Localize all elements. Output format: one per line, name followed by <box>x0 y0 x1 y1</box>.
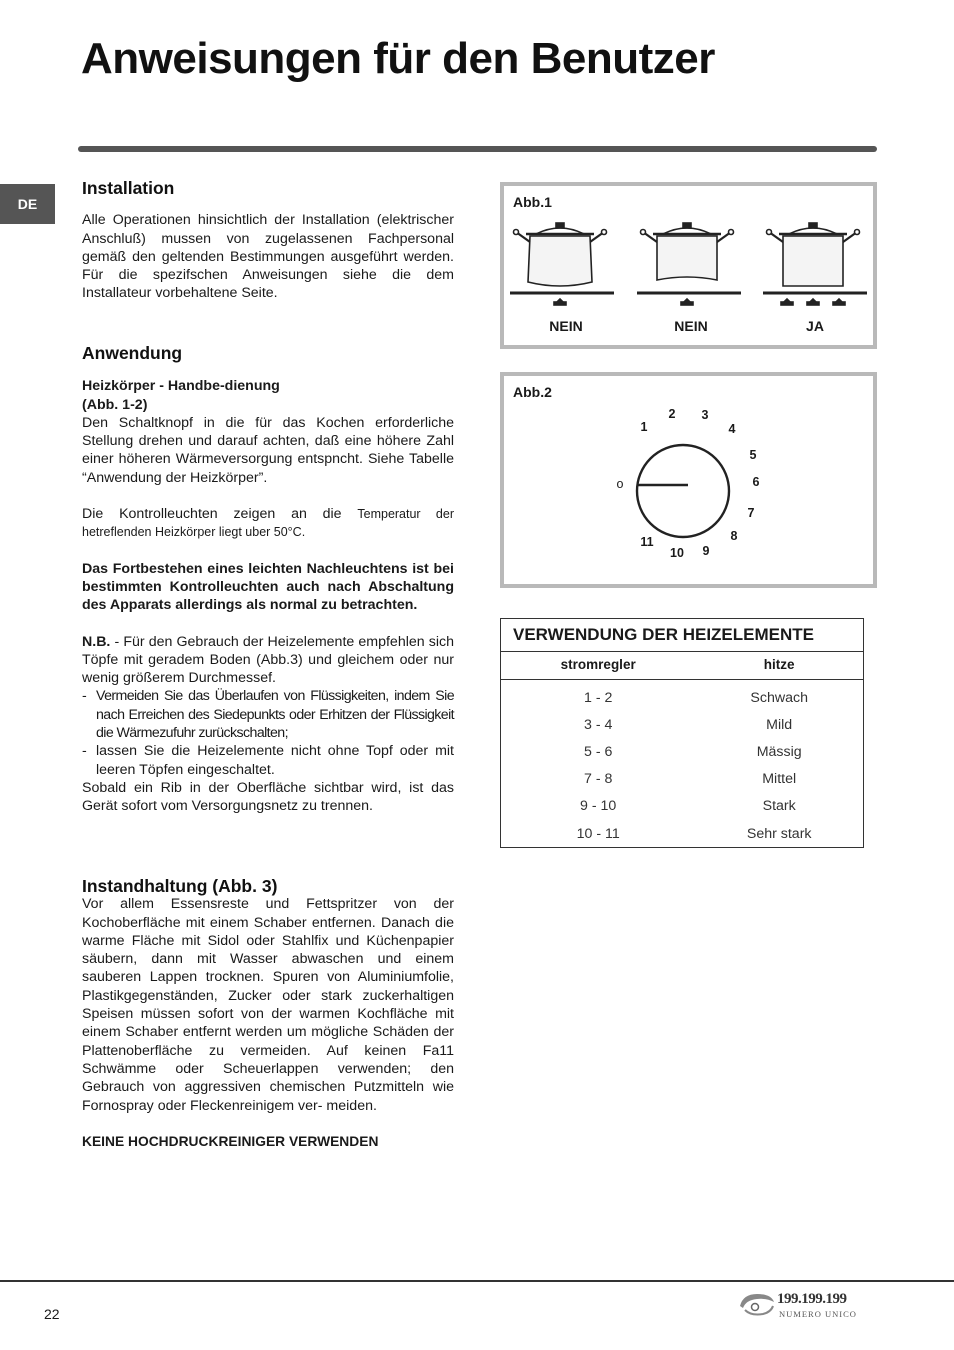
language-tab: DE <box>0 184 55 224</box>
dial-2: 2 <box>668 407 676 421</box>
table-cell: Stark <box>762 798 796 815</box>
page-title: Anweisungen für den Benutzer <box>81 34 715 83</box>
anwendung-heading: Anwendung <box>82 343 183 363</box>
installation-heading: Installation <box>82 178 175 198</box>
table-row <box>501 738 864 765</box>
table-cell: Sehr stark <box>746 825 812 842</box>
heating-table <box>500 618 864 848</box>
list-item: - Vermeiden Sie das Überlaufen von Flüssigkeiten, indem Sie nach Erreichen des Siedepunkts oder Erhitzen der Flüssigkeit die Wärmezufuhr zurückschalten; <box>82 687 454 742</box>
pot-domed-icon <box>637 223 741 305</box>
table-row <box>501 711 864 738</box>
instandhaltung-section <box>82 877 454 1151</box>
dial-off: o <box>616 477 624 491</box>
instandhaltung-heading: Instandhaltung (Abb. 3) <box>82 876 278 896</box>
figure-2 <box>500 372 877 588</box>
list-item: - lassen Sie die Heizelemente nicht ohne Topf oder mit leeren Töpfen eingeschaltet. <box>82 742 454 779</box>
dial-8: 8 <box>730 529 738 543</box>
table-row <box>501 766 864 793</box>
instandhaltung-warning: KEINE HOCHDRUCKREINIGER VERWENDEN <box>82 1133 379 1149</box>
dial-10: 10 <box>670 546 684 560</box>
table-cell: 3 - 4 <box>583 716 613 733</box>
logo-number: 199.199.199 <box>777 1291 847 1307</box>
figure-1-label: Abb.1 <box>513 194 552 210</box>
dial-6: 6 <box>752 475 760 489</box>
table-cell: Schwach <box>750 689 808 706</box>
installation-text: Alle Operationen hinsichtlich der Installation (elektrischer Anschluß) mussen von zugelassenen Fachpersonal gemäß den geltenden Bestimmungen ausgeführt werden. Für die spezifschen Anweisungen siehe die dem Installateur vorbehaltene Seite. <box>82 212 454 302</box>
anwendung-paragraph-4: Sobald ein Rib in der Oberfläche sichtbar wird, ist das Gerät sofort vom Versorgungsnetz zu trennen. <box>82 779 454 815</box>
table-cell: Mässig <box>756 743 802 760</box>
service-logo <box>737 1286 872 1324</box>
figure-1 <box>500 182 877 349</box>
dial-9: 9 <box>702 544 710 558</box>
anwendung-paragraph-3: Das Fortbestehen eines leichten Nachleuchtens ist bei bestimmten Kontrolleuchten auch nach Abschaltung des Apparats allerdings als normal zu betrachten. <box>82 560 454 614</box>
table-cell: 9 - 10 <box>580 798 617 815</box>
pot-3-label: JA <box>806 318 824 334</box>
dial-11: 11 <box>640 535 654 549</box>
pots-illustration <box>510 220 870 310</box>
anwendung-bullets <box>82 687 454 778</box>
table-cell: 1 - 2 <box>583 689 613 706</box>
installation-section <box>82 179 454 303</box>
nb-text: - Für den Gebrauch der Heizelemente empfehlen sich Töpfe mit geradem Boden (Abb.3) und gleichem oder nur wenig größerem Durchmessef. <box>82 633 454 687</box>
logo-tagline: NUMERO UNICO <box>779 1309 857 1319</box>
page-number: 22 <box>44 1306 60 1322</box>
pot-1-label: NEIN <box>549 318 583 334</box>
anwendung-nb <box>82 633 454 688</box>
table-row <box>501 793 864 820</box>
table-cell: 10 - 11 <box>576 825 620 842</box>
anwendung-section <box>82 344 454 816</box>
header-rule <box>78 146 877 152</box>
table-cell: 5 - 6 <box>583 743 613 760</box>
anwendung-subheading-ref: (Abb. 1-2) <box>82 396 148 413</box>
table-row <box>501 820 864 848</box>
table-cell: Mittel <box>762 771 797 788</box>
anwendung-subheading: Heizkörper - Handbe-dienung <box>82 378 280 395</box>
nb-label: N.B. <box>82 633 111 650</box>
table-cell: 7 - 8 <box>583 771 613 788</box>
control-knob-icon <box>634 442 732 540</box>
table-header-hitze: hitze <box>695 652 863 680</box>
instandhaltung-text: Vor allem Essensreste und Fettspritzer von der Kochoberfläche mit einem Schaber entfernen. Danach die warme Fläche mit Sidol oder Stahlfix und Küchenpapier säubern, dann mit Wasser abwaschen und einem sauberen Lappen trocknen. Spuren von Aluminiumfolie, Plastikgegenständen, Zucker oder stark zuckerhaltigen Speisen müssen sofort von der warmen Kochfläche mit einem Schaber entfernt werden um mögliche Schäden der Plattenoberfläche zu vermeiden. Auf keinen Fa11 Schwämme oder Scheuerlappen verwenden; den Gebrauch von aggressiven chemischen Putzmitteln wie Fornospray oder Fleckenreinigem ver- meiden. <box>82 896 454 1114</box>
table-row <box>501 680 864 712</box>
anwendung-paragraph-1: Den Schaltknopf in die für das Kochen erforderliche Stellung drehen und darauf achten, daß eine höhere Zahl einer höheren Wärmeversorgung entspncht. Siehe Tabelle “Anwendung der Heizkörper”. <box>82 414 454 486</box>
anwendung-paragraph-2b: Temperatur der hetreflenden Heizkörper liegt uber 50°C. <box>82 507 454 540</box>
dial-5: 5 <box>749 448 757 462</box>
pot-flat-icon <box>763 223 867 305</box>
figure-2-label: Abb.2 <box>513 384 552 400</box>
anwendung-paragraph-2a: Die Kontrolleuchten zeigen an die <box>82 506 342 523</box>
table-caption: VERWENDUNG DER HEIZELEMENTE <box>501 619 864 652</box>
anwendung-paragraph-2 <box>82 505 454 542</box>
table-cell: Mild <box>766 716 793 733</box>
dial-7: 7 <box>747 506 755 520</box>
table-header-stromregler: stromregler <box>501 652 696 680</box>
pot-bulged-icon <box>510 223 614 305</box>
dial-4: 4 <box>728 422 736 436</box>
footer-rule <box>0 1280 954 1282</box>
phone-logo-icon <box>737 1288 777 1320</box>
dial-1: 1 <box>640 420 648 434</box>
dial-3: 3 <box>701 408 709 422</box>
pot-2-label: NEIN <box>674 318 708 334</box>
